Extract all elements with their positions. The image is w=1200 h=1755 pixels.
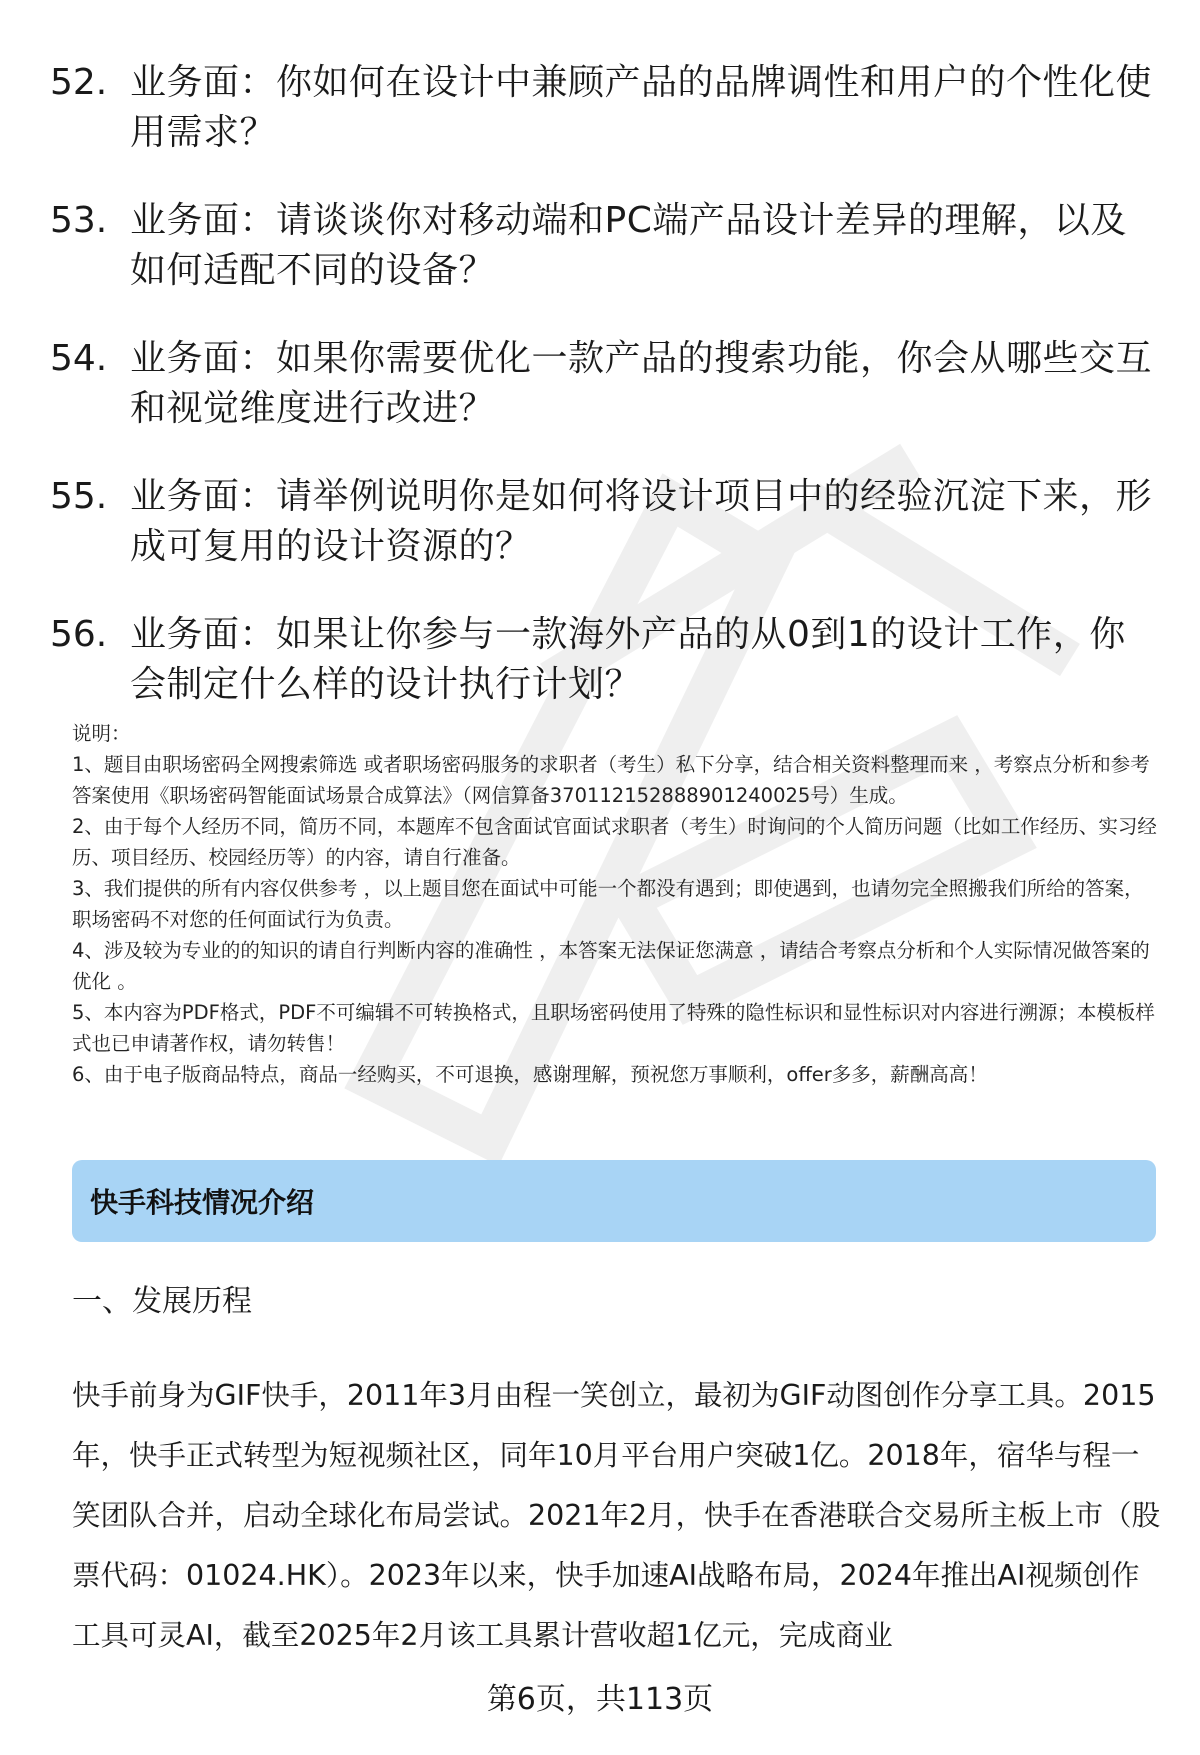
question-text: 业务面：如果让你参与一款海外产品的从0到1的设计工作，你会制定什么样的设计执行计划？ [130,614,1126,705]
question-item [50,334,1160,434]
question-text: 业务面：请谈谈你对移动端和PC端产品设计差异的理解，以及如何适配不同的设备？ [130,200,1127,291]
question-text: 业务面：你如何在设计中兼顾产品的品牌调性和用户的个性化使用需求？ [130,62,1153,153]
question-number: 54. [50,338,108,379]
section-banner [72,1160,1156,1242]
question-item [50,472,1160,572]
question-text: 业务面：请举例说明你是如何将设计项目中的经验沉淀下来，形成可复用的设计资源的？ [130,476,1153,567]
note-item: 3、我们提供的所有内容仅供参考 ，以上题目您在面试中可能一个都没有遇到；即使遇到，也请勿完全照搬我们所给的答案，职场密码不对您的任何面试行为负责。 [72,877,1144,931]
history-paragraph: 快手前身为GIF快手，2011年3月由程一笑创立，最初为GIF动图创作分享工具。2015年，快手正式转型为短视频社区，同年10月平台用户突破1亿。2018年，宿华与程一笑团队合并，启动全球化布局尝试。2021年2月，快手在香港联合交易所主板上市（股票代码：01024.HK）。2023年以来，快手加速AI战略布局，2024年推出AI视频创作工具可灵AI，截至2025年2月该工具累计营收超1亿元，完成商业 [72,1379,1161,1652]
question-text: 业务面：如果你需要优化一款产品的搜索功能，你会从哪些交互和视觉维度进行改进？ [130,338,1153,429]
note-item: 4、涉及较为专业的的知识的请自行判断内容的准确性 ，本答案无法保证您满意 ，请结合考察点分析和个人实际情况做答案的优化 。 [72,939,1150,993]
question-number: 52. [50,62,108,103]
section-banner-title: 快手科技情况介绍 [90,1186,315,1219]
question-item [50,196,1160,296]
note-item: 6、由于电子版商品特点，商品一经购买，不可退换，感谢理解，预祝您万事顺利，offer多多，薪酬高高！ [72,1063,988,1086]
question-number: 55. [50,476,108,517]
question-number: 56. [50,614,108,655]
page-number: 第6页，共113页 [486,1682,714,1717]
question-item [50,610,1160,710]
note-item: 2、由于每个人经历不同，简历不同，本题库不包含面试官面试求职者（考生）时询问的个人简历问题（比如工作经历、实习经历、项目经历、校园经历等）的内容，请自行准备。 [72,815,1157,869]
note-item: 1、题目由职场密码全网搜索筛选 或者职场密码服务的求职者（考生）私下分享，结合相关资料整理而来 ，考察点分析和参考答案使用《职场密码智能面试场景合成算法》（网信算备370112152888901240025号）生成。 [72,753,1150,807]
question-list [50,58,1160,748]
section-subheading: 一、发展历程 [72,1284,252,1319]
question-item [50,58,1160,158]
note-item: 5、本内容为PDF格式，PDF不可编辑不可转换格式，且职场密码使用了特殊的隐性标识和显性标识对内容进行溯源；本模板样式也已申请著作权，请勿转售！ [72,1001,1155,1055]
question-number: 53. [50,200,108,241]
disclaimer-notes [72,718,1162,1090]
notes-title: 说明： [72,722,131,745]
